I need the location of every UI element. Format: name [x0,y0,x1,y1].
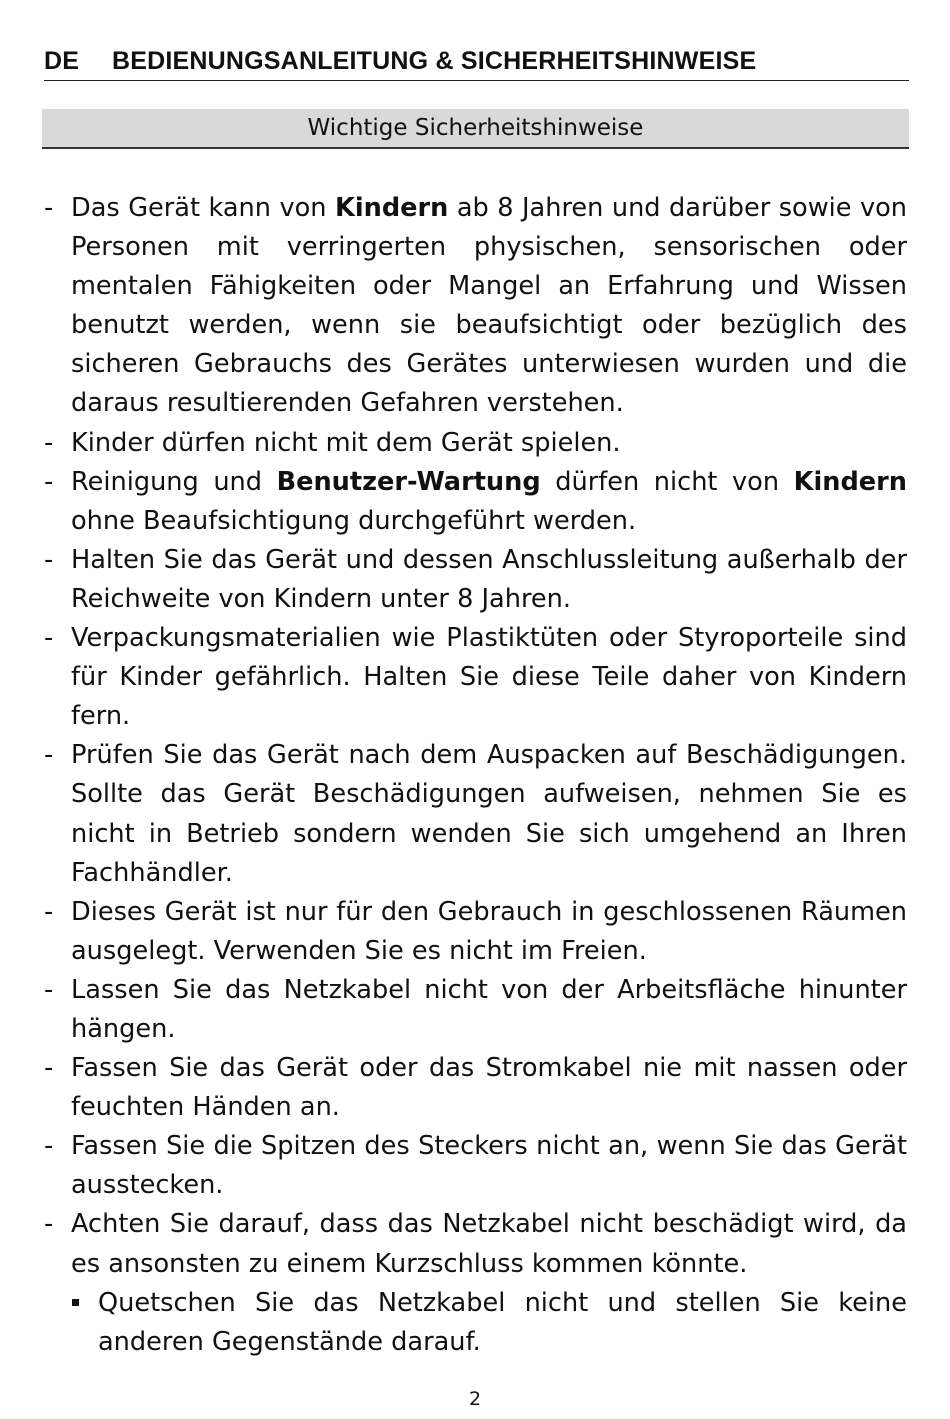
document-title: BEDIENUNGSANLEITUNG & SICHERHEITSHINWEISE [112,47,757,75]
item-text: Verpackungsmaterialien wie Plastiktüten oder Styroporteile sind für Kinder gefährlich. Halten Sie diese Teile daher von Kindern fern. [71,623,907,732]
sub-list-item [42,1284,907,1362]
safety-instructions-list [42,189,907,1362]
square-bullet-icon [72,1299,79,1306]
dash-marker: - [44,193,54,223]
list-item [42,463,907,541]
item-bold-text: Benutzer-Wartung [276,466,541,497]
dash-marker: - [44,974,54,1005]
dash-marker: - [44,1053,54,1084]
dash-marker: - [44,896,54,927]
section-heading-bar [42,109,909,149]
item-text: Das Gerät kann von [71,193,335,223]
list-item [42,736,907,892]
item-text: Lassen Sie das Netzkabel nicht von der Arbeitsfläche hinunter hängen. [71,974,907,1044]
item-text: Halten Sie das Gerät und dessen Anschlussleitung außerhalb der Reichweite von Kindern unter 8 Jahren. [71,544,907,614]
dash-marker: - [44,623,54,654]
dash-marker: - [44,1131,54,1162]
item-text: ab 8 Jahren und darüber sowie von Personen mit verringerten physischen, sensorischen oder mentalen Fähigkeiten oder Mangel an Erfahrung und Wissen benutzt werden, wenn sie beaufsichtigt oder bezüglich des sicheren Gebrauchs des Gerätes unterwiesen wurden und die daraus resultierenden Gefahren verstehen. [71,193,907,419]
list-item [42,1127,907,1205]
item-text: Kinder dürfen nicht mit dem Gerät spielen. [71,427,621,458]
item-text: Fassen Sie das Gerät oder das Stromkabel nie mit nassen oder feuchten Händen an. [71,1053,907,1123]
section-title: Wichtige Sicherheitshinweise [307,115,644,141]
item-text: Fassen Sie die Spitzen des Steckers nicht an, wenn Sie das Gerät ausstecken. [71,1131,907,1201]
dash-marker: - [44,427,54,458]
item-text: Prüfen Sie das Gerät nach dem Auspacken auf Beschädigungen. Sollte das Gerät Beschädigungen aufweisen, nehmen Sie es nicht in Betrieb sondern wenden Sie sich umgehend an Ihren Fachhändler. [71,740,907,888]
dash-marker: - [44,740,54,771]
dash-marker: - [44,1209,54,1240]
list-item [42,1049,907,1127]
page-number: 2 [468,1388,482,1410]
item-text: ohne Beaufsichtigung durchgeführt werden. [71,505,637,536]
list-item [42,541,907,619]
dash-marker: - [44,544,54,575]
list-item [42,424,907,463]
list-item [42,619,907,736]
sub-item-text: Quetschen Sie das Netzkabel nicht und stellen Sie keine anderen Gegenstände darauf. [98,1287,907,1357]
list-item [42,1205,907,1283]
item-text: Achten Sie darauf, dass das Netzkabel nicht beschädigt wird, da es ansonsten zu einem Kurzschluss kommen könnte. [71,1209,907,1279]
document-header [44,44,909,81]
item-bold-text: Kindern [793,466,907,497]
item-text: Dieses Gerät ist nur für den Gebrauch in geschlossenen Räumen ausgelegt. Verwenden Sie es nicht im Freien. [71,896,907,966]
item-bold-text: Kindern [335,193,449,223]
list-item [42,971,907,1049]
dash-marker: - [44,466,54,497]
language-code: DE [44,47,80,75]
list-item [42,893,907,971]
item-text: dürfen nicht von [540,466,794,497]
item-text: Reinigung und [71,466,277,497]
list-item [42,189,907,424]
